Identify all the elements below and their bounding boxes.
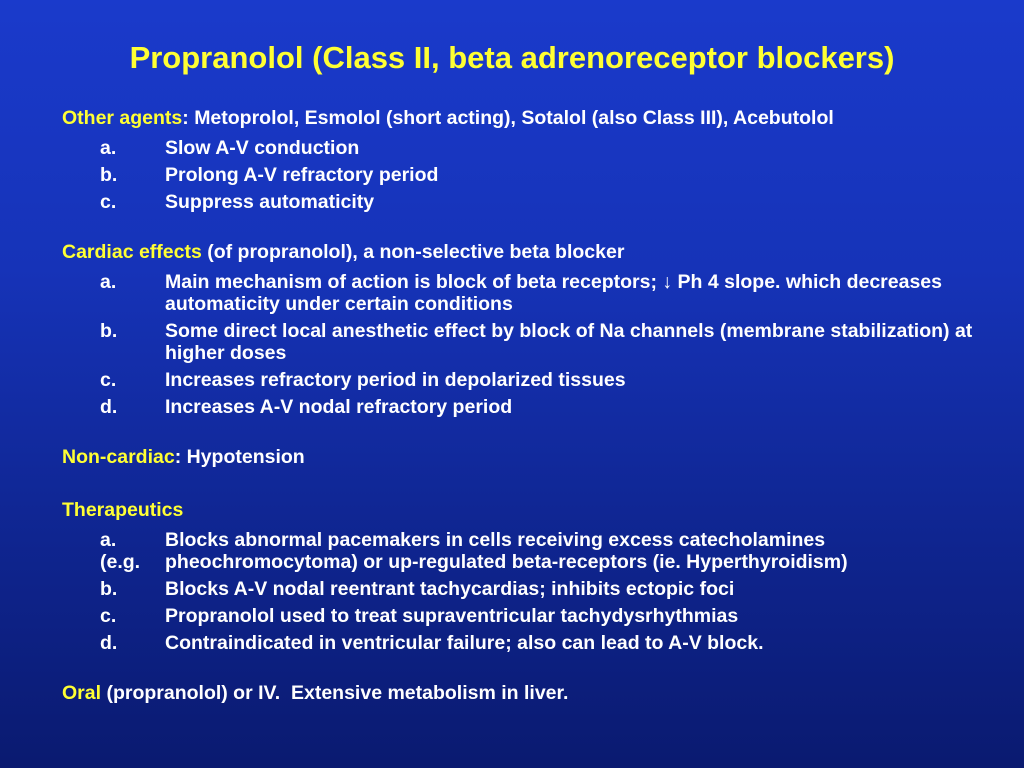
list-marker: b. — [100, 320, 118, 342]
section-oral — [62, 679, 1012, 707]
list-marker: a. — [100, 137, 117, 159]
list-item — [62, 369, 1012, 391]
section-heading — [62, 104, 1012, 132]
section-text: : Hypotension — [174, 446, 305, 468]
list-item-text: Suppress automaticity — [165, 191, 375, 213]
list-item — [62, 605, 1012, 627]
list-marker: c. — [100, 369, 117, 391]
list-marker: d. — [100, 632, 118, 654]
section-non-cardiac — [62, 443, 1012, 471]
section-heading — [62, 679, 1012, 707]
list-marker: a. — [100, 271, 117, 293]
list-item — [62, 632, 1012, 654]
list-marker-continuation: (e.g. — [100, 551, 141, 573]
list-item — [62, 578, 1012, 600]
section-label: Non-cardiac — [62, 446, 175, 468]
section-label: Other agents — [62, 107, 183, 129]
list-item — [62, 320, 1012, 364]
section-text: (propranolol) or IV. Extensive metabolism in liver. — [101, 682, 569, 704]
section-heading — [62, 238, 1012, 266]
section-text: (of propranolol), a non-selective beta blocker — [201, 241, 625, 263]
section-heading — [62, 496, 1012, 524]
list-item — [62, 529, 1012, 573]
list-marker: c. — [100, 605, 117, 627]
list-item-text: Some direct local anesthetic effect by block of Na channels (membrane stabilization) at higher doses — [165, 320, 973, 364]
list-item — [62, 271, 1012, 315]
section-text: : Metoprolol, Esmolol (short acting), Sotalol (also Class III), Acebutolol — [182, 107, 834, 129]
list-item-text: Slow A-V conduction — [165, 137, 360, 159]
section-label: Oral — [62, 682, 102, 704]
list-marker: b. — [100, 578, 118, 600]
section-cardiac-effects — [62, 238, 1012, 418]
list-marker: c. — [100, 191, 117, 213]
list-item-text: Increases A-V nodal refractory period — [165, 396, 513, 418]
list-item-text: Contraindicated in ventricular failure; also can lead to A-V block. — [165, 632, 764, 654]
list-item-text: Propranolol used to treat supraventricular tachydysrhythmias — [165, 605, 739, 627]
section-other-agents — [62, 104, 1012, 213]
list-item — [62, 164, 1012, 186]
list-item — [62, 191, 1012, 213]
list-item — [62, 137, 1012, 159]
list-marker: b. — [100, 164, 118, 186]
slide-title: Propranolol (Class II, beta adrenoreceptor blockers) — [129, 40, 895, 75]
list-item — [62, 396, 1012, 418]
list-marker: a. — [100, 529, 117, 551]
list-item-text: Main mechanism of action is block of beta receptors; ↓ Ph 4 slope. which decreases automaticity under certain conditions — [165, 271, 942, 315]
slide-body — [62, 104, 1012, 707]
section-therapeutics — [62, 496, 1012, 654]
list-marker: d. — [100, 396, 118, 418]
list-item-text: Increases refractory period in depolarized tissues — [165, 369, 626, 391]
list-item-text: Prolong A-V refractory period — [165, 164, 439, 186]
list-item-text: Blocks A-V nodal reentrant tachycardias; inhibits ectopic foci — [165, 578, 735, 600]
section-label: Therapeutics — [62, 499, 184, 521]
section-heading — [62, 443, 1012, 471]
section-label: Cardiac effects — [62, 241, 202, 263]
list-item-text: Blocks abnormal pacemakers in cells receiving excess catecholamines pheochromocytoma) or up-regulated beta-receptors (ie. Hyperthyroidism) — [165, 529, 848, 573]
